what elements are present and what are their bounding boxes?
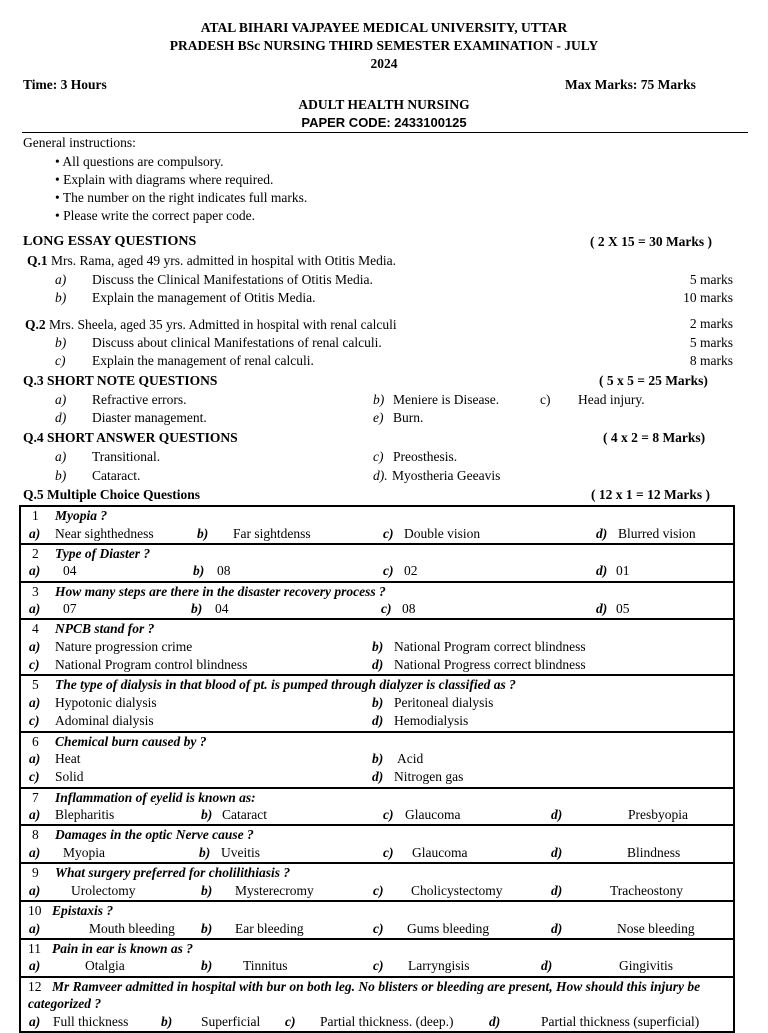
option-label: c): [373, 958, 384, 974]
mcq-question: [21, 978, 733, 1031]
option-label: a): [29, 1013, 41, 1029]
option-label: b): [372, 638, 384, 654]
item-text: Diaster management.: [92, 410, 207, 425]
item-text: Burn.: [393, 410, 424, 425]
mcq-table: [19, 505, 735, 1033]
option-label: d): [551, 920, 563, 936]
option-d: Gingivitis: [619, 958, 674, 974]
option-a: Urolectomy: [71, 882, 136, 898]
paper-code: PAPER CODE: 2433100125: [301, 115, 467, 130]
item-label: d): [55, 410, 67, 425]
option-a: Hypotonic dialysis: [55, 694, 157, 710]
item-label: b): [373, 392, 385, 407]
mcq-question: [21, 826, 733, 864]
instruction-item: • All questions are compulsory.: [55, 154, 224, 169]
part-label: b): [55, 335, 67, 350]
part-label: a): [55, 272, 67, 287]
option-label: a): [29, 920, 41, 936]
option-c: Partial thickness. (deep.): [320, 1013, 454, 1029]
option-label: a): [29, 694, 41, 710]
item-text: Transitional.: [92, 449, 161, 464]
option-label: b): [193, 563, 205, 579]
option-c: 08: [402, 601, 416, 617]
option-label: d): [372, 769, 384, 785]
option-b: Tinnitus: [243, 958, 288, 974]
mcq-question: [21, 789, 733, 827]
option-label: d): [551, 844, 563, 860]
option-d: Presbyopia: [628, 807, 688, 823]
instruction-item: • The number on the right indicates full marks.: [55, 190, 308, 205]
question-text-continued: categorized ?: [28, 996, 102, 1012]
part-marks: 2 marks: [689, 316, 733, 331]
option-a: 04: [63, 563, 77, 579]
question-text: Pain in ear is known as ?: [52, 940, 194, 956]
option-b: Ear bleeding: [235, 920, 304, 936]
option-label: a): [29, 882, 41, 898]
item-label: b): [55, 468, 67, 483]
option-label: d): [596, 601, 608, 617]
item-label: c): [373, 449, 384, 464]
max-marks-label: Max Marks: 75 Marks: [565, 77, 696, 92]
option-d: Nitrogen gas: [394, 769, 464, 785]
subject-title: ADULT HEALTH NURSING: [298, 97, 470, 112]
option-label: b): [199, 844, 211, 860]
option-a: Otalgia: [85, 958, 125, 974]
item-label: a): [55, 392, 67, 407]
option-b: Mysterecromy: [235, 882, 314, 898]
part-text: Explain the management of Otitis Media.: [92, 290, 316, 305]
mcq-title: Q.5 Multiple Choice Questions: [23, 487, 201, 502]
instruction-item: • Explain with diagrams where required.: [55, 172, 274, 187]
part-text: Explain the management of renal calculi.: [92, 353, 314, 368]
question-number: 1: [32, 508, 39, 523]
option-b: Superficial: [201, 1013, 261, 1029]
mcq-question: [21, 864, 733, 902]
option-a: 07: [63, 601, 77, 617]
option-c: Adominal dialysis: [55, 713, 154, 729]
option-b: Cataract: [222, 807, 267, 823]
part-marks: 10 marks: [683, 290, 733, 305]
item-text: Cataract.: [92, 468, 141, 483]
option-label: c): [383, 807, 394, 823]
option-b: 04: [215, 601, 229, 617]
item-text: Refractive errors.: [92, 392, 187, 407]
option-b: Uveitis: [221, 844, 260, 860]
option-d: Partial thickness (superficial): [541, 1013, 700, 1029]
item-label: d).: [373, 468, 388, 483]
question-number: 12: [28, 978, 42, 994]
question-number: 10: [28, 903, 42, 919]
option-label: b): [201, 807, 213, 823]
option-label: b): [191, 601, 203, 617]
option-label: a): [29, 563, 41, 579]
option-b: National Program correct blindness: [394, 638, 586, 654]
option-d: Blurred vision: [618, 525, 696, 541]
option-label: d): [541, 958, 553, 974]
question-number: 11: [28, 940, 41, 956]
long-essay-marks: ( 2 X 15 = 30 Marks ): [590, 234, 713, 249]
option-label: b): [201, 958, 213, 974]
university-title-line3: 2024: [370, 56, 398, 71]
part-marks: 5 marks: [689, 272, 733, 287]
part-marks: 8 marks: [689, 353, 733, 368]
option-label: d): [551, 882, 563, 898]
option-label: c): [383, 844, 394, 860]
short-note-title: Q.3 SHORT NOTE QUESTIONS: [23, 373, 218, 388]
question-2: [25, 317, 397, 333]
option-d: Blindness: [627, 844, 681, 860]
option-label: c): [285, 1013, 296, 1029]
option-label: a): [29, 525, 41, 541]
option-label: c): [383, 563, 394, 579]
option-label: b): [197, 525, 209, 541]
option-label: d): [596, 525, 608, 541]
option-b: Acid: [397, 751, 424, 767]
question-number: 5: [32, 677, 39, 693]
mcq-question: [21, 940, 733, 978]
item-text: Preosthesis.: [393, 449, 458, 464]
option-label: c): [373, 920, 384, 936]
question-text: Epistaxis ?: [52, 903, 114, 919]
option-label: c): [29, 769, 40, 785]
option-b: 08: [217, 563, 231, 579]
question-number: Q.2: [25, 317, 46, 332]
question-number: 9: [32, 865, 39, 881]
option-d: 05: [616, 601, 630, 617]
option-a: Mouth bleeding: [89, 920, 175, 936]
option-label: c): [29, 713, 40, 729]
part-text: Discuss the Clinical Manifestations of Otitis Media.: [92, 272, 373, 287]
option-d: National Progress correct blindness: [394, 657, 586, 673]
option-d: Tracheostony: [610, 882, 683, 898]
option-c: Larryngisis: [408, 958, 470, 974]
option-label: b): [372, 751, 384, 767]
question-number: 2: [32, 545, 39, 561]
option-label: a): [29, 638, 41, 654]
option-label: d): [372, 657, 384, 673]
option-label: d): [372, 713, 384, 729]
option-label: a): [29, 807, 41, 823]
mcq-question: [21, 545, 733, 583]
option-label: a): [29, 844, 41, 860]
mcq-question: [21, 507, 733, 545]
mcq-question: [21, 676, 733, 732]
mcq-question: [21, 583, 733, 621]
option-c: Glaucoma: [405, 807, 461, 823]
question-text: Myopia ?: [55, 508, 108, 523]
question-1: [27, 253, 396, 269]
option-a: Heat: [55, 751, 81, 767]
item-text: Myostheria Geeavis: [392, 468, 501, 483]
short-answer-title: Q.4 SHORT ANSWER QUESTIONS: [23, 430, 238, 445]
university-title-line1: ATAL BIHARI VAJPAYEE MEDICAL UNIVERSITY, UTTAR: [200, 20, 568, 35]
item-label: a): [55, 449, 67, 464]
instructions-title: General instructions:: [23, 135, 136, 150]
part-marks: 5 marks: [689, 335, 733, 350]
option-a: Blepharitis: [55, 807, 115, 823]
question-text: Mrs. Sheela, aged 35 yrs. Admitted in hospital with renal calculi: [49, 317, 397, 332]
option-label: c): [383, 525, 394, 541]
option-b: Peritoneal dialysis: [394, 694, 494, 710]
option-a: Near sighthedness: [55, 525, 154, 541]
question-text: Mr Ramveer admitted in hospital with bur on both leg. No blisters or bleeding are present, How should this injury be: [52, 978, 701, 994]
option-label: c): [373, 882, 384, 898]
short-answer-marks: ( 4 x 2 = 8 Marks): [603, 430, 706, 445]
question-number: 6: [32, 733, 39, 749]
option-label: c): [381, 601, 392, 617]
item-label: e): [373, 410, 384, 425]
mcq-question: [21, 733, 733, 789]
question-text: The type of dialysis in that blood of pt. is pumped through dialyzer is classified as ?: [55, 677, 516, 693]
option-label: d): [596, 563, 608, 579]
option-label: b): [201, 920, 213, 936]
question-text: Damages in the optic Nerve cause ?: [55, 827, 254, 843]
option-label: d): [489, 1013, 501, 1029]
time-label: Time: 3 Hours: [23, 77, 107, 92]
option-label: a): [29, 751, 41, 767]
option-d: Nose bleeding: [617, 920, 695, 936]
option-label: a): [29, 958, 41, 974]
mcq-marks: ( 12 x 1 = 12 Marks ): [591, 487, 711, 502]
mcq-question: [21, 620, 733, 676]
option-c: National Program control blindness: [55, 657, 248, 673]
option-label: b): [201, 882, 213, 898]
question-text: How many steps are there in the disaster recovery process ?: [55, 583, 386, 599]
question-number: 8: [32, 827, 39, 843]
part-label: b): [55, 290, 67, 305]
option-c: Cholicystectomy: [411, 882, 503, 898]
question-text: What surgery preferred for cholilithiasis ?: [55, 865, 291, 881]
part-label: c): [55, 353, 66, 368]
mcq-question: [21, 902, 733, 940]
question-number: 4: [32, 621, 39, 637]
option-d: Hemodialysis: [394, 713, 469, 729]
option-label: c): [29, 657, 40, 673]
university-title-line2: PRADESH BSc NURSING THIRD SEMESTER EXAMINATION - JULY: [169, 38, 599, 53]
option-label: a): [29, 601, 41, 617]
option-c: Double vision: [404, 525, 481, 541]
item-text: Head injury.: [578, 392, 645, 407]
question-number: Q.1: [27, 253, 48, 268]
long-essay-title: LONG ESSAY QUESTIONS: [23, 234, 197, 249]
question-text: NPCB stand for ?: [55, 621, 155, 637]
option-label: b): [161, 1013, 173, 1029]
option-a: Myopia: [63, 844, 105, 860]
part-text: Discuss about clinical Manifestations of renal calculi.: [92, 335, 382, 350]
option-d: 01: [616, 563, 630, 579]
question-text: Mrs. Rama, aged 49 yrs. admitted in hospital with Otitis Media.: [51, 253, 396, 268]
instruction-item: • Please write the correct paper code.: [55, 208, 256, 223]
option-c: Glaucoma: [412, 844, 468, 860]
question-text: Chemical burn caused by ?: [55, 733, 207, 749]
short-note-marks: ( 5 x 5 = 25 Marks): [599, 373, 708, 388]
question-number: 7: [32, 789, 39, 805]
option-label: b): [372, 694, 384, 710]
option-a: Nature progression crime: [55, 638, 193, 654]
option-c: 02: [404, 563, 418, 579]
item-text: Meniere is Disease.: [393, 392, 500, 407]
option-a: Full thickness: [53, 1013, 129, 1029]
option-label: d): [551, 807, 563, 823]
question-text: Inflammation of eyelid is known as:: [55, 789, 256, 805]
question-number: 3: [32, 583, 39, 599]
option-c: Gums bleeding: [407, 920, 490, 936]
header-divider: [22, 132, 748, 133]
question-text: Type of Diaster ?: [55, 545, 151, 561]
option-c: Solid: [55, 769, 84, 785]
option-b: Far sightdenss: [233, 525, 311, 541]
item-label: c): [540, 392, 551, 407]
